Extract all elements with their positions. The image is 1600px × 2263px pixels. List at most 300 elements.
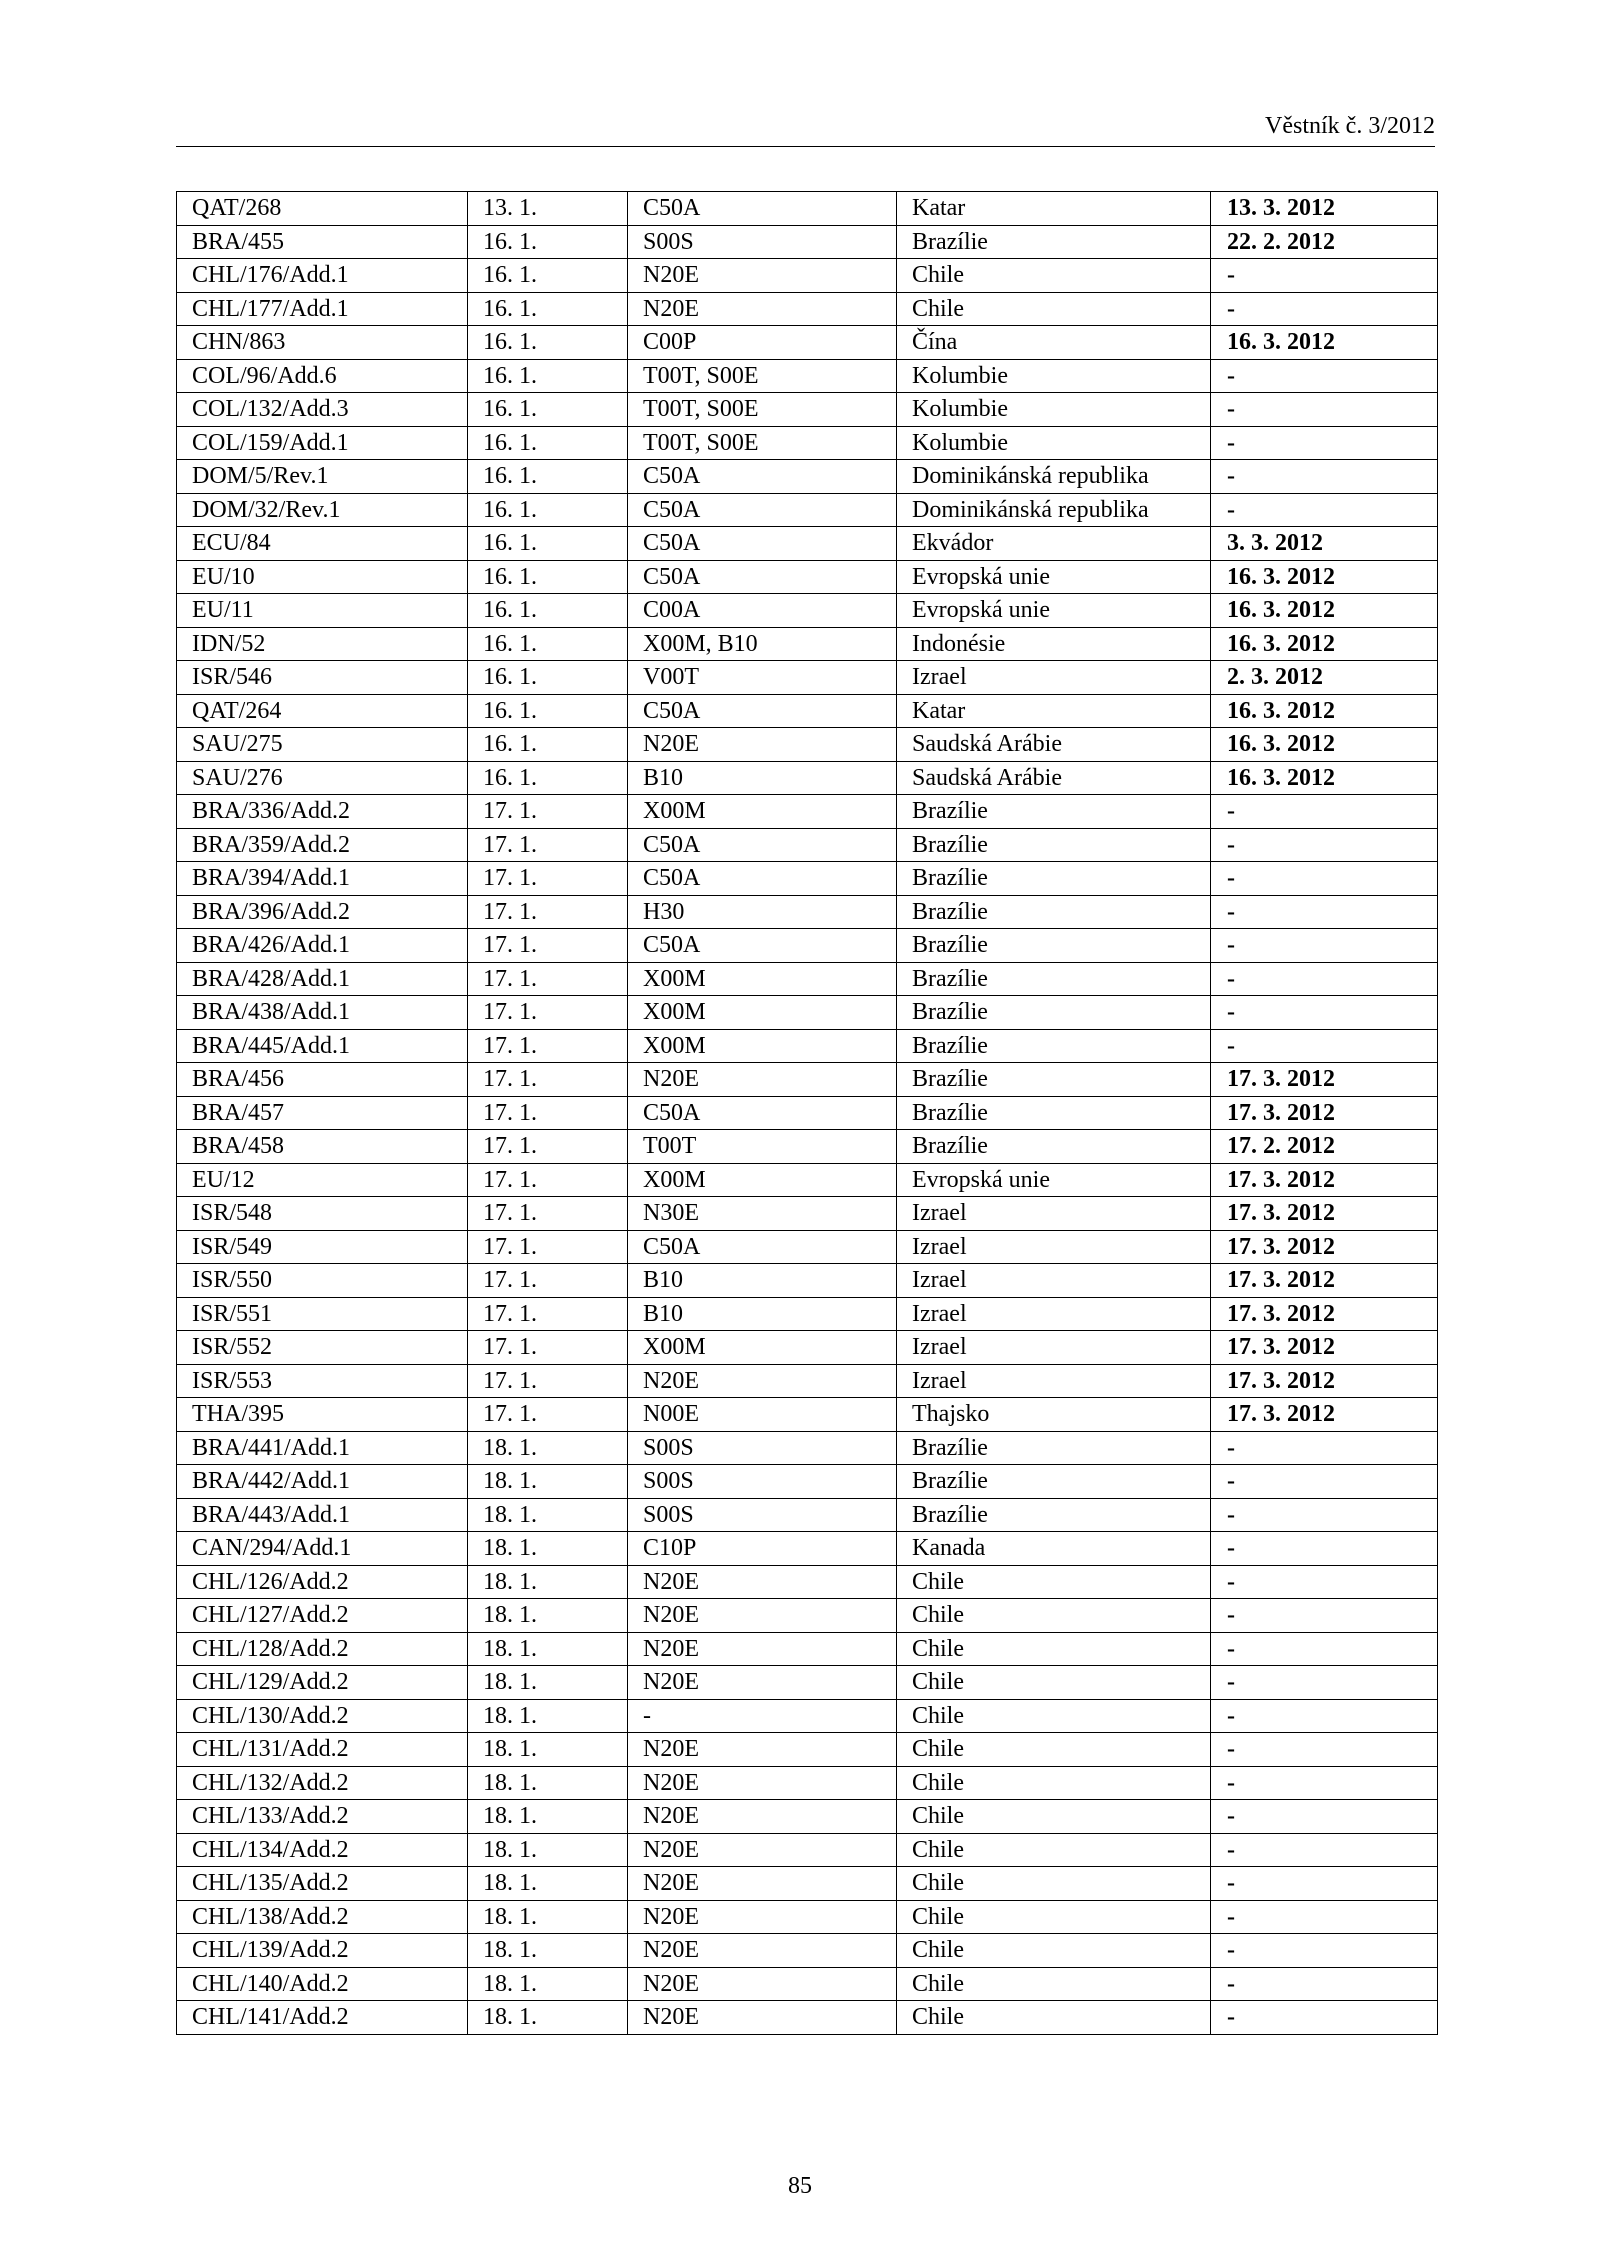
country-cell: Ekvádor [897, 527, 1211, 561]
deadline-cell: 17. 3. 2012 [1211, 1264, 1438, 1298]
code-cell: N20E [628, 1599, 897, 1633]
table-row [177, 895, 1438, 929]
code-cell: N20E [628, 1800, 897, 1834]
date-cell: 17. 1. [468, 962, 628, 996]
deadline-cell: 16. 3. 2012 [1211, 627, 1438, 661]
table-row [177, 1565, 1438, 1599]
code-cell: S00S [628, 1465, 897, 1499]
date-cell: 17. 1. [468, 1230, 628, 1264]
country-cell: Brazílie [897, 1063, 1211, 1097]
date-cell: 18. 1. [468, 1867, 628, 1901]
date-cell: 17. 1. [468, 1197, 628, 1231]
table-row [177, 962, 1438, 996]
document-code-cell: BRA/456 [177, 1063, 468, 1097]
country-cell: Brazílie [897, 828, 1211, 862]
deadline-cell: - [1211, 1632, 1438, 1666]
code-cell: N20E [628, 1364, 897, 1398]
document-code-cell: COL/159/Add.1 [177, 426, 468, 460]
date-cell: 13. 1. [468, 192, 628, 226]
table-row [177, 1029, 1438, 1063]
country-cell: Čína [897, 326, 1211, 360]
notifications-table [176, 191, 1438, 2035]
deadline-cell: - [1211, 1666, 1438, 1700]
deadline-cell: 17. 3. 2012 [1211, 1331, 1438, 1365]
code-cell: C50A [628, 1230, 897, 1264]
country-cell: Brazílie [897, 1096, 1211, 1130]
table-row [177, 1498, 1438, 1532]
document-code-cell: CHN/863 [177, 326, 468, 360]
code-cell: C50A [628, 862, 897, 896]
country-cell: Katar [897, 192, 1211, 226]
deadline-cell: - [1211, 929, 1438, 963]
deadline-cell: - [1211, 1967, 1438, 2001]
date-cell: 16. 1. [468, 527, 628, 561]
table-row [177, 1867, 1438, 1901]
date-cell: 17. 1. [468, 1398, 628, 1432]
date-cell: 18. 1. [468, 2001, 628, 2035]
table-row [177, 1096, 1438, 1130]
date-cell: 17. 1. [468, 929, 628, 963]
table-row [177, 1297, 1438, 1331]
country-cell: Dominikánská republika [897, 460, 1211, 494]
date-cell: 17. 1. [468, 1096, 628, 1130]
table-row [177, 326, 1438, 360]
deadline-cell: 16. 3. 2012 [1211, 728, 1438, 762]
country-cell: Indonésie [897, 627, 1211, 661]
country-cell: Dominikánská republika [897, 493, 1211, 527]
document-code-cell: DOM/32/Rev.1 [177, 493, 468, 527]
table-row [177, 1130, 1438, 1164]
deadline-cell: - [1211, 1733, 1438, 1767]
country-cell: Izrael [897, 1331, 1211, 1365]
deadline-cell: - [1211, 828, 1438, 862]
country-cell: Chile [897, 1599, 1211, 1633]
document-code-cell: ISR/552 [177, 1331, 468, 1365]
country-cell: Chile [897, 2001, 1211, 2035]
table-row [177, 1465, 1438, 1499]
table-row [177, 225, 1438, 259]
date-cell: 18. 1. [468, 1565, 628, 1599]
code-cell: X00M [628, 1331, 897, 1365]
table-row [177, 1967, 1438, 2001]
deadline-cell: - [1211, 1867, 1438, 1901]
code-cell: N20E [628, 259, 897, 293]
table-body [177, 192, 1438, 2035]
date-cell: 17. 1. [468, 1163, 628, 1197]
code-cell: T00T, S00E [628, 359, 897, 393]
code-cell: C50A [628, 560, 897, 594]
table-row [177, 292, 1438, 326]
document-code-cell: CHL/141/Add.2 [177, 2001, 468, 2035]
code-cell: V00T [628, 661, 897, 695]
date-cell: 18. 1. [468, 1632, 628, 1666]
country-cell: Kolumbie [897, 359, 1211, 393]
deadline-cell: - [1211, 895, 1438, 929]
date-cell: 18. 1. [468, 1532, 628, 1566]
deadline-cell: - [1211, 1431, 1438, 1465]
code-cell: C50A [628, 460, 897, 494]
document-code-cell: ISR/550 [177, 1264, 468, 1298]
deadline-cell: 17. 2. 2012 [1211, 1130, 1438, 1164]
deadline-cell: 3. 3. 2012 [1211, 527, 1438, 561]
deadline-cell: - [1211, 1766, 1438, 1800]
document-code-cell: BRA/359/Add.2 [177, 828, 468, 862]
code-cell: C50A [628, 493, 897, 527]
document-code-cell: CHL/127/Add.2 [177, 1599, 468, 1633]
country-cell: Izrael [897, 1230, 1211, 1264]
code-cell: X00M [628, 795, 897, 829]
document-code-cell: BRA/426/Add.1 [177, 929, 468, 963]
code-cell: X00M [628, 1163, 897, 1197]
country-cell: Brazílie [897, 929, 1211, 963]
date-cell: 16. 1. [468, 292, 628, 326]
country-cell: Saudská Arábie [897, 761, 1211, 795]
code-cell: N20E [628, 1666, 897, 1700]
country-cell: Chile [897, 1699, 1211, 1733]
document-code-cell: BRA/428/Add.1 [177, 962, 468, 996]
country-cell: Chile [897, 1733, 1211, 1767]
country-cell: Chile [897, 1666, 1211, 1700]
country-cell: Chile [897, 1900, 1211, 1934]
code-cell: N20E [628, 728, 897, 762]
code-cell: C50A [628, 192, 897, 226]
document-code-cell: BRA/445/Add.1 [177, 1029, 468, 1063]
table-row [177, 192, 1438, 226]
document-code-cell: EU/12 [177, 1163, 468, 1197]
document-code-cell: CHL/177/Add.1 [177, 292, 468, 326]
date-cell: 17. 1. [468, 1297, 628, 1331]
date-cell: 16. 1. [468, 728, 628, 762]
table-row [177, 1800, 1438, 1834]
code-cell: X00M [628, 962, 897, 996]
deadline-cell: - [1211, 1833, 1438, 1867]
country-cell: Kolumbie [897, 393, 1211, 427]
deadline-cell: - [1211, 2001, 1438, 2035]
date-cell: 16. 1. [468, 359, 628, 393]
country-cell: Chile [897, 259, 1211, 293]
table-row [177, 493, 1438, 527]
deadline-cell: 17. 3. 2012 [1211, 1297, 1438, 1331]
document-code-cell: BRA/457 [177, 1096, 468, 1130]
code-cell: C50A [628, 527, 897, 561]
country-cell: Chile [897, 1565, 1211, 1599]
code-cell: N20E [628, 1766, 897, 1800]
document-code-cell: COL/96/Add.6 [177, 359, 468, 393]
deadline-cell: 17. 3. 2012 [1211, 1230, 1438, 1264]
deadline-cell: 13. 3. 2012 [1211, 192, 1438, 226]
date-cell: 18. 1. [468, 1766, 628, 1800]
code-cell: N20E [628, 292, 897, 326]
date-cell: 18. 1. [468, 1833, 628, 1867]
table-row [177, 1900, 1438, 1934]
code-cell: C50A [628, 1096, 897, 1130]
table-row [177, 527, 1438, 561]
code-cell: C10P [628, 1532, 897, 1566]
document-code-cell: CHL/139/Add.2 [177, 1934, 468, 1968]
country-cell: Evropská unie [897, 594, 1211, 628]
country-cell: Chile [897, 1632, 1211, 1666]
document-code-cell: ISR/546 [177, 661, 468, 695]
date-cell: 17. 1. [468, 895, 628, 929]
code-cell: B10 [628, 761, 897, 795]
table-row [177, 359, 1438, 393]
table-row [177, 1766, 1438, 1800]
country-cell: Chile [897, 1766, 1211, 1800]
document-code-cell: BRA/336/Add.2 [177, 795, 468, 829]
date-cell: 17. 1. [468, 1264, 628, 1298]
table-row [177, 1264, 1438, 1298]
country-cell: Kolumbie [897, 426, 1211, 460]
document-code-cell: CHL/131/Add.2 [177, 1733, 468, 1767]
country-cell: Brazílie [897, 1465, 1211, 1499]
deadline-cell: - [1211, 962, 1438, 996]
country-cell: Chile [897, 292, 1211, 326]
code-cell: X00M, B10 [628, 627, 897, 661]
deadline-cell: 17. 3. 2012 [1211, 1096, 1438, 1130]
date-cell: 17. 1. [468, 1063, 628, 1097]
date-cell: 16. 1. [468, 694, 628, 728]
document-code-cell: CHL/129/Add.2 [177, 1666, 468, 1700]
date-cell: 16. 1. [468, 661, 628, 695]
country-cell: Izrael [897, 1364, 1211, 1398]
table-row [177, 661, 1438, 695]
deadline-cell: 16. 3. 2012 [1211, 326, 1438, 360]
table-row [177, 1331, 1438, 1365]
page-number: 85 [788, 2173, 812, 2199]
code-cell: N20E [628, 2001, 897, 2035]
document-code-cell: CHL/126/Add.2 [177, 1565, 468, 1599]
table-row [177, 996, 1438, 1030]
date-cell: 16. 1. [468, 393, 628, 427]
table-row [177, 1431, 1438, 1465]
country-cell: Brazílie [897, 895, 1211, 929]
document-code-cell: CHL/133/Add.2 [177, 1800, 468, 1834]
code-cell: N20E [628, 1565, 897, 1599]
deadline-cell: - [1211, 292, 1438, 326]
code-cell: C00A [628, 594, 897, 628]
document-code-cell: QAT/268 [177, 192, 468, 226]
country-cell: Izrael [897, 1264, 1211, 1298]
table-row [177, 1230, 1438, 1264]
country-cell: Chile [897, 1833, 1211, 1867]
table-row [177, 795, 1438, 829]
date-cell: 17. 1. [468, 862, 628, 896]
date-cell: 16. 1. [468, 493, 628, 527]
document-code-cell: QAT/264 [177, 694, 468, 728]
document-code-cell: ISR/549 [177, 1230, 468, 1264]
deadline-cell: - [1211, 1599, 1438, 1633]
table-row [177, 1398, 1438, 1432]
document-code-cell: EU/11 [177, 594, 468, 628]
deadline-cell: 2. 3. 2012 [1211, 661, 1438, 695]
document-code-cell: CHL/176/Add.1 [177, 259, 468, 293]
table-row [177, 1599, 1438, 1633]
table-row [177, 259, 1438, 293]
table-row [177, 1733, 1438, 1767]
deadline-cell: 17. 3. 2012 [1211, 1364, 1438, 1398]
table-row [177, 594, 1438, 628]
code-cell: N00E [628, 1398, 897, 1432]
table-row [177, 1699, 1438, 1733]
country-cell: Chile [897, 1867, 1211, 1901]
date-cell: 17. 1. [468, 828, 628, 862]
document-code-cell: ISR/551 [177, 1297, 468, 1331]
deadline-cell: - [1211, 359, 1438, 393]
document-code-cell: BRA/438/Add.1 [177, 996, 468, 1030]
document-code-cell: BRA/455 [177, 225, 468, 259]
date-cell: 16. 1. [468, 259, 628, 293]
code-cell: N20E [628, 1967, 897, 2001]
country-cell: Evropská unie [897, 1163, 1211, 1197]
deadline-cell: 22. 2. 2012 [1211, 225, 1438, 259]
country-cell: Izrael [897, 661, 1211, 695]
document-code-cell: BRA/458 [177, 1130, 468, 1164]
country-cell: Izrael [897, 1297, 1211, 1331]
document-code-cell: BRA/442/Add.1 [177, 1465, 468, 1499]
code-cell: T00T, S00E [628, 393, 897, 427]
table-row [177, 1364, 1438, 1398]
code-cell: X00M [628, 1029, 897, 1063]
date-cell: 17. 1. [468, 795, 628, 829]
date-cell: 16. 1. [468, 627, 628, 661]
table-row [177, 1197, 1438, 1231]
country-cell: Brazílie [897, 1498, 1211, 1532]
document-code-cell: BRA/396/Add.2 [177, 895, 468, 929]
document-code-cell: CAN/294/Add.1 [177, 1532, 468, 1566]
date-cell: 18. 1. [468, 1599, 628, 1633]
deadline-cell: 16. 3. 2012 [1211, 594, 1438, 628]
deadline-cell: - [1211, 1565, 1438, 1599]
table-row [177, 728, 1438, 762]
deadline-cell: - [1211, 1498, 1438, 1532]
code-cell: - [628, 1699, 897, 1733]
deadline-cell: - [1211, 393, 1438, 427]
deadline-cell: - [1211, 1900, 1438, 1934]
country-cell: Brazílie [897, 1029, 1211, 1063]
deadline-cell: 17. 3. 2012 [1211, 1163, 1438, 1197]
document-code-cell: THA/395 [177, 1398, 468, 1432]
code-cell: N20E [628, 1867, 897, 1901]
date-cell: 16. 1. [468, 426, 628, 460]
deadline-cell: 16. 3. 2012 [1211, 761, 1438, 795]
deadline-cell: - [1211, 795, 1438, 829]
document-code-cell: EU/10 [177, 560, 468, 594]
document-code-cell: CHL/134/Add.2 [177, 1833, 468, 1867]
document-code-cell: ISR/548 [177, 1197, 468, 1231]
date-cell: 16. 1. [468, 560, 628, 594]
code-cell: N20E [628, 1632, 897, 1666]
table-row [177, 828, 1438, 862]
table-row [177, 1666, 1438, 1700]
document-code-cell: CHL/135/Add.2 [177, 1867, 468, 1901]
code-cell: S00S [628, 1498, 897, 1532]
table-row [177, 862, 1438, 896]
date-cell: 18. 1. [468, 1699, 628, 1733]
deadline-cell: - [1211, 862, 1438, 896]
table-row [177, 560, 1438, 594]
deadline-cell: - [1211, 1532, 1438, 1566]
table-row [177, 1163, 1438, 1197]
deadline-cell: 17. 3. 2012 [1211, 1398, 1438, 1432]
code-cell: C00P [628, 326, 897, 360]
date-cell: 18. 1. [468, 1498, 628, 1532]
country-cell: Brazílie [897, 862, 1211, 896]
code-cell: B10 [628, 1264, 897, 1298]
table-row [177, 1532, 1438, 1566]
date-cell: 16. 1. [468, 225, 628, 259]
country-cell: Saudská Arábie [897, 728, 1211, 762]
code-cell: T00T [628, 1130, 897, 1164]
date-cell: 18. 1. [468, 1666, 628, 1700]
date-cell: 18. 1. [468, 1733, 628, 1767]
table-row [177, 1063, 1438, 1097]
code-cell: C50A [628, 929, 897, 963]
country-cell: Izrael [897, 1197, 1211, 1231]
document-code-cell: BRA/394/Add.1 [177, 862, 468, 896]
table-row [177, 1632, 1438, 1666]
deadline-cell: - [1211, 259, 1438, 293]
country-cell: Chile [897, 1967, 1211, 2001]
document-code-cell: BRA/441/Add.1 [177, 1431, 468, 1465]
code-cell: T00T, S00E [628, 426, 897, 460]
date-cell: 17. 1. [468, 1130, 628, 1164]
date-cell: 18. 1. [468, 1800, 628, 1834]
code-cell: N20E [628, 1900, 897, 1934]
code-cell: N20E [628, 1733, 897, 1767]
document-code-cell: CHL/138/Add.2 [177, 1900, 468, 1934]
code-cell: B10 [628, 1297, 897, 1331]
table-row [177, 627, 1438, 661]
date-cell: 18. 1. [468, 1967, 628, 2001]
date-cell: 17. 1. [468, 1331, 628, 1365]
code-cell: S00S [628, 1431, 897, 1465]
deadline-cell: - [1211, 1029, 1438, 1063]
document-code-cell: ISR/553 [177, 1364, 468, 1398]
date-cell: 18. 1. [468, 1900, 628, 1934]
date-cell: 16. 1. [468, 761, 628, 795]
country-cell: Katar [897, 694, 1211, 728]
date-cell: 17. 1. [468, 1364, 628, 1398]
country-cell: Brazílie [897, 225, 1211, 259]
code-cell: N20E [628, 1063, 897, 1097]
document-code-cell: CHL/140/Add.2 [177, 1967, 468, 2001]
date-cell: 16. 1. [468, 594, 628, 628]
country-cell: Brazílie [897, 795, 1211, 829]
code-cell: N20E [628, 1833, 897, 1867]
document-code-cell: BRA/443/Add.1 [177, 1498, 468, 1532]
code-cell: C50A [628, 694, 897, 728]
document-code-cell: COL/132/Add.3 [177, 393, 468, 427]
document-code-cell: CHL/132/Add.2 [177, 1766, 468, 1800]
document-code-cell: SAU/275 [177, 728, 468, 762]
date-cell: 16. 1. [468, 326, 628, 360]
deadline-cell: - [1211, 996, 1438, 1030]
date-cell: 17. 1. [468, 1029, 628, 1063]
country-cell: Evropská unie [897, 560, 1211, 594]
code-cell: N30E [628, 1197, 897, 1231]
document-code-cell: CHL/130/Add.2 [177, 1699, 468, 1733]
code-cell: C50A [628, 828, 897, 862]
code-cell: N20E [628, 1934, 897, 1968]
document-code-cell: ECU/84 [177, 527, 468, 561]
country-cell: Brazílie [897, 962, 1211, 996]
deadline-cell: - [1211, 1934, 1438, 1968]
date-cell: 17. 1. [468, 996, 628, 1030]
country-cell: Chile [897, 1800, 1211, 1834]
table-row [177, 393, 1438, 427]
date-cell: 18. 1. [468, 1934, 628, 1968]
table-row [177, 694, 1438, 728]
